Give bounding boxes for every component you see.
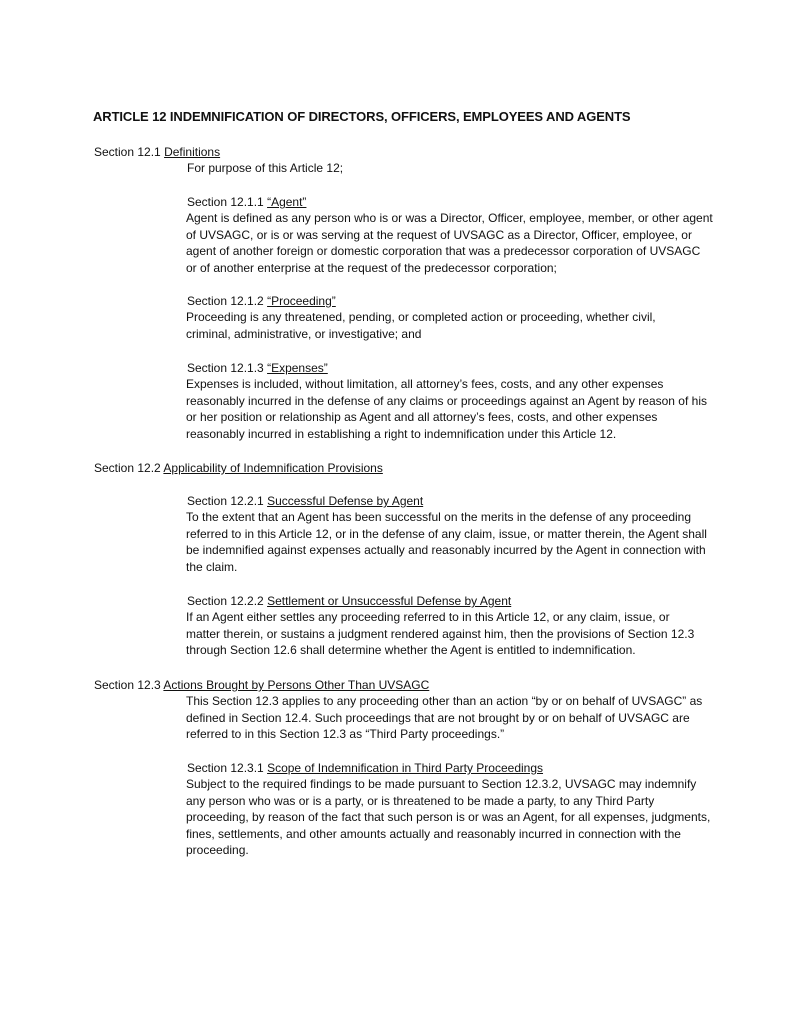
subsection-heading-12-1-1 (187, 194, 306, 211)
paragraph-line: Subject to the required findings to be made pursuant to Section 12.3.2, UVSAGC may indemnify (186, 777, 697, 791)
subsection-body-12-1-2 (186, 309, 656, 342)
paragraph-line: through Section 12.6 shall determine whether the Agent is entitled to indemnification. (186, 643, 636, 657)
paragraph-line: of UVSAGC, or is or was serving at the request of UVSAGC as a Director, Officer, employee, or (186, 227, 692, 242)
subsection-title: Successful Defense by Agent (267, 494, 424, 508)
subsection-number: Section 12.1.3 (187, 361, 264, 375)
paragraph-line: referred to in this Article 12, or in the defense of any claim, issue, or matter therein, the Agent shall (186, 526, 707, 541)
paragraph-line: proceeding. (186, 843, 249, 857)
paragraph-line: defined in Section 12.4. Such proceedings that are not brought by or on behalf of UVSAGC are (186, 710, 690, 725)
section-heading-12-1 (94, 144, 220, 161)
paragraph-line: agent of another foreign or domestic corporation that was a predecessor corporation of UVSAGC (186, 244, 701, 258)
subsection-title: Settlement or Unsuccessful Defense by Agent (267, 594, 512, 608)
subsection-number: Section 12.1.1 (187, 195, 264, 209)
paragraph-line: or her position or relationship as Agent and all attorney’s fees, costs, and other expenses (186, 410, 658, 424)
section-number: Section 12.1 (94, 145, 161, 159)
section-body-12-3 (186, 693, 702, 743)
subsection-body-12-2-2 (186, 609, 694, 659)
section-number: Section 12.2 (94, 461, 161, 475)
paragraph-line: To the extent that an Agent has been successful on the merits in the defense of any proceeding (186, 510, 692, 524)
paragraph-line: proceeding, by reason of the fact that such person is or was an Agent, for all expenses, judgments, (186, 810, 711, 824)
subsection-title: Scope of Indemnification in Third Party Proceedings (267, 761, 544, 775)
paragraph-line: the claim. (186, 559, 238, 574)
paragraph-line: any person who was or is a party, or is threatened to be made a party, to any Third Party (186, 793, 655, 808)
section-title: Actions Brought by Persons Other Than UVSAGC (163, 678, 430, 692)
subsection-title: “Agent” (267, 195, 307, 209)
paragraph-line: matter therein, or sustains a judgment rendered against him, then the provisions of Section 12.3 (186, 626, 695, 641)
paragraph-line: referred to in this Section 12.3 as “Third Party proceedings.” (186, 727, 505, 741)
subsection-body-12-3-1 (186, 776, 710, 859)
subsection-number: Section 12.1.2 (187, 294, 264, 308)
section-title: Applicability of Indemnification Provisions (163, 461, 383, 475)
subsection-heading-12-1-3 (187, 360, 328, 377)
subsection-heading-12-1-2 (187, 293, 336, 310)
paragraph-line: Expenses is included, without limitation, all attorney’s fees, costs, and any other expenses (186, 377, 664, 391)
subsection-number: Section 12.3.1 (187, 761, 264, 775)
subsection-body-12-2-1 (186, 509, 707, 575)
section-heading-12-2 (94, 460, 383, 477)
section-intro (187, 160, 343, 177)
subsection-title: “Expenses” (267, 361, 328, 375)
paragraph-line: Agent is defined as any person who is or was a Director, Officer, employee, member, or other agent (186, 211, 713, 225)
paragraph-line: criminal, administrative, or investigative; and (186, 326, 422, 341)
section-title: Definitions (164, 145, 221, 159)
paragraph-line: fines, settlements, and other amounts actually and reasonably incurred in connection with the (186, 826, 681, 841)
paragraph-line: This Section 12.3 applies to any proceeding other than an action “by or on behalf of UVSAGC” as (186, 694, 703, 708)
paragraph-line: For purpose of this Article 12; (187, 161, 344, 175)
subsection-body-12-1-3 (186, 376, 707, 442)
section-number: Section 12.3 (94, 678, 161, 692)
paragraph-line: reasonably incurred in the defense of any claims or proceedings against an Agent by reason of his (186, 393, 707, 408)
subsection-body-12-1-1 (186, 210, 713, 276)
paragraph-line: Proceeding is any threatened, pending, or completed action or proceeding, whether civil, (186, 310, 656, 324)
subsection-heading-12-2-1 (187, 493, 423, 510)
article-title: ARTICLE 12 INDEMNIFICATION OF DIRECTORS, OFFICERS, EMPLOYEES AND AGENTS (93, 109, 631, 124)
subsection-title: “Proceeding” (267, 294, 336, 308)
subsection-heading-12-3-1 (187, 760, 543, 777)
section-heading-12-3 (94, 677, 429, 694)
paragraph-line: If an Agent either settles any proceeding referred to in this Article 12, or any claim, issue, or (186, 610, 670, 624)
subsection-number: Section 12.2.1 (187, 494, 264, 508)
subsection-heading-12-2-2 (187, 593, 511, 610)
paragraph-line: reasonably incurred in establishing a right to indemnification under this Article 12. (186, 426, 617, 441)
subsection-number: Section 12.2.2 (187, 594, 264, 608)
paragraph-line: be indemnified against expenses actually and reasonably incurred by the Agent in connection with (186, 543, 706, 557)
paragraph-line: or of another enterprise at the request of the predecessor corporation; (186, 260, 557, 275)
